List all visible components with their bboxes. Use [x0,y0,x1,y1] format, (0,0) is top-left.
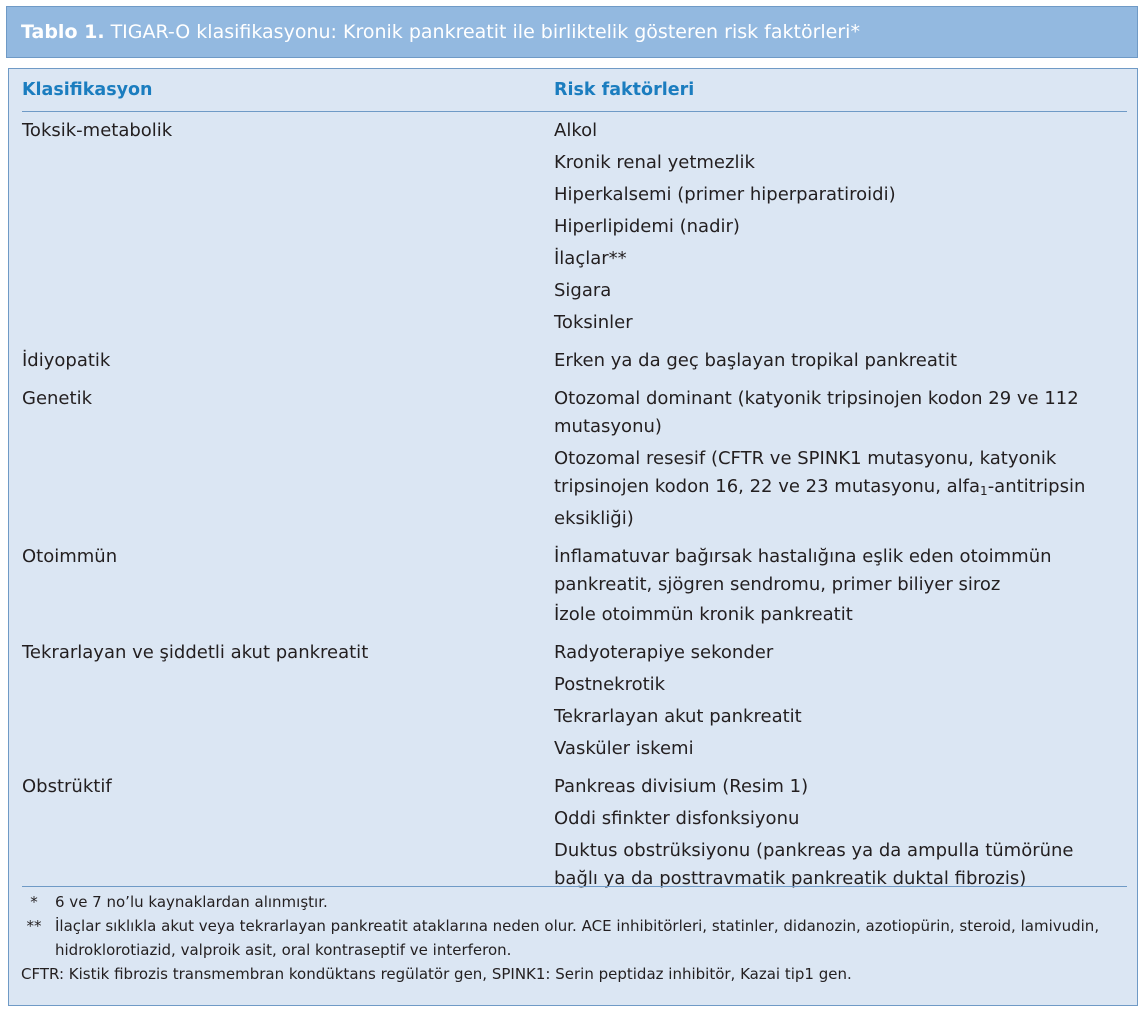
risk-factors-cell [554,385,1122,533]
column-header-classification: Klasifikasyon [22,80,153,100]
footnote [19,890,1119,914]
risk-text: -antitripsin eksikliği) [554,476,1086,529]
risk-factor-item [554,445,1122,533]
table-row [9,773,1137,893]
risk-factor-item: Kronik renal yetmezlik [554,152,755,173]
risk-factor-item: İlaçlar** [554,248,627,269]
table-title-bar [6,6,1138,58]
classification-cell: İdiyopatik [22,350,111,371]
risk-text: Otozomal resesif (CFTR ve SPINK1 mutasyonu, katyonik tripsinojen kodon 16, 22 ve 23 mutasyonu, alfa [554,448,1057,497]
table-row [9,347,1137,375]
risk-factors-cell [554,347,1122,375]
table-header [9,69,1137,113]
subscript: 1 [980,484,988,498]
risk-factor-item: Alkol [554,120,598,141]
footnote-text: CFTR: Kistik fibrozis transmembran kondüktans regülatör gen, SPINK1: Serin peptidaz inhibitör, Kazai tip1 gen. [21,965,852,983]
classification-cell: Toksik-metabolik [22,120,173,141]
risk-factor-item: İnflamatuvar bağırsak hastalığına eşlik eden otoimmün pankreatit, sjögren sendromu, primer biliyer siroz [554,546,1052,595]
classification-cell: Tekrarlayan ve şiddetli akut pankreatit [22,642,369,663]
footnote [19,962,1119,986]
risk-factor-item: Otozomal dominant (katyonik tripsinojen kodon 29 ve 112 mutasyonu) [554,388,1079,437]
risk-factor-item: Hiperlipidemi (nadir) [554,216,740,237]
table-row [9,543,1137,629]
risk-factor-item: Sigara [554,280,612,301]
risk-factor-item: Tekrarlayan akut pankreatit [554,706,802,727]
header-divider [22,111,1127,112]
risk-factor-item: Vasküler iskemi [554,738,694,759]
table-row [9,117,1137,337]
table-number: Tablo 1. [21,21,105,43]
risk-factors-cell [554,543,1122,629]
risk-factor-item: Radyoterapiye sekonder [554,642,774,663]
table-row [9,639,1137,763]
footnote-text: İlaçlar sıklıkla akut veya tekrarlayan pankreatit ataklarına neden olur. ACE inhibitörleri, statinler, didanozin, azotiopürin, steroid, lamivudin, hidroklorotiazid, valproik asit, oral kontraseptif ve interferon. [55,917,1100,959]
risk-factors-cell [554,639,1122,763]
footnote-mark: * [30,893,38,911]
footnote-mark: ** [26,917,42,935]
footer-divider [22,886,1127,887]
risk-factor-item: Pankreas divisium (Resim 1) [554,776,809,797]
risk-factor-item: Duktus obstrüksiyonu (pankreas ya da ampulla tümörüne bağlı ya da posttravmatik pankreatik duktal fibrozis) [554,840,1074,889]
risk-factors-cell [554,773,1122,893]
risk-factor-item: Oddi sfinkter disfonksiyonu [554,808,800,829]
risk-factor-item: Erken ya da geç başlayan tropikal pankreatit [554,350,958,371]
footnote-text: 6 ve 7 no’lu kaynaklardan alınmıştır. [55,893,328,911]
classification-cell: Genetik [22,388,92,409]
table-title: TIGAR-O klasifikasyonu: Kronik pankreatit ile birliktelik gösteren risk faktörleri* [110,21,860,43]
classification-cell: Obstrüktif [22,776,112,797]
column-header-risk-factors: Risk faktörleri [554,80,695,100]
table-panel [8,68,1138,1006]
classification-cell: Otoimmün [22,546,118,567]
footnotes [19,890,1119,986]
risk-factors-cell [554,117,1122,337]
risk-factor-item: İzole otoimmün kronik pankreatit [554,604,853,625]
risk-factor-item: Hiperkalsemi (primer hiperparatiroidi) [554,184,896,205]
table-body [9,117,1137,903]
risk-factor-item: Toksinler [554,312,633,333]
table-row [9,385,1137,533]
risk-factor-item: Postnekrotik [554,674,666,695]
footnote [19,914,1119,962]
